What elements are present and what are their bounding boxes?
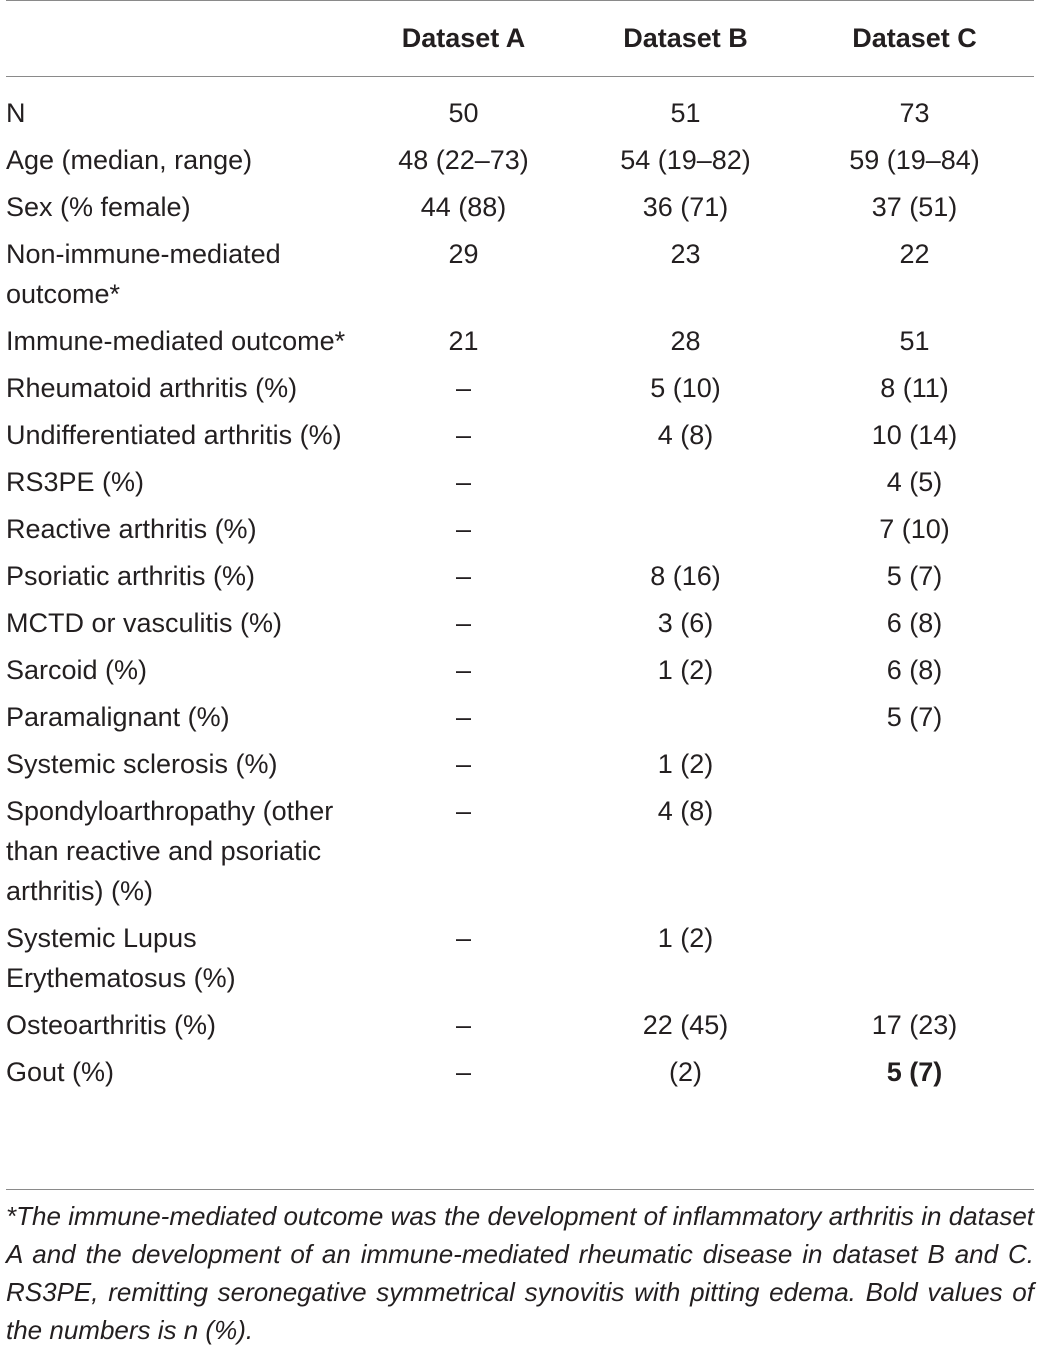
table-row — [6, 227, 1034, 314]
cell-dataset-c — [795, 911, 1034, 998]
header-dataset-b: Dataset B — [576, 0, 795, 77]
header-label-col — [6, 0, 351, 77]
table-row — [6, 998, 1034, 1045]
cell-dataset-b — [576, 502, 795, 549]
table-row — [6, 784, 1034, 911]
cell-dataset-c: 6 (8) — [886, 608, 943, 638]
cell-dataset-a: 44 (88) — [420, 192, 507, 222]
table-row — [6, 314, 1034, 361]
cell-dataset-b: 3 (6) — [657, 608, 714, 638]
row-label: Sex (% female) — [6, 192, 191, 222]
table-row — [6, 737, 1034, 784]
cell-dataset-c: 59 (19–84) — [849, 145, 980, 175]
table-row — [6, 643, 1034, 690]
cell-dataset-a: – — [455, 561, 472, 591]
row-label: Paramalignant (%) — [6, 702, 230, 732]
cell-dataset-a: 29 — [448, 239, 479, 269]
cell-dataset-a: – — [455, 467, 472, 497]
cell-dataset-a: – — [455, 655, 472, 685]
row-label: Non-immune-mediated outcome* — [6, 239, 281, 309]
table-row — [6, 1045, 1034, 1108]
cell-dataset-c-bold: 5 (7) — [886, 1057, 943, 1087]
cell-dataset-b: 36 (71) — [642, 192, 729, 222]
cell-dataset-c: 73 — [899, 98, 930, 128]
top-rule — [6, 0, 1034, 1]
cell-dataset-c: 22 — [899, 239, 930, 269]
cell-dataset-b: 22 (45) — [642, 1010, 729, 1040]
footnote-divider — [6, 1189, 1034, 1190]
cell-dataset-b — [576, 690, 795, 737]
cell-dataset-a: – — [455, 702, 472, 732]
row-label: Spondyloarthropathy (other than reactive and psoriatic arthritis) (%) — [6, 796, 334, 906]
cell-dataset-c: 51 — [899, 326, 930, 356]
row-label: Osteoarthritis (%) — [6, 1010, 217, 1040]
cell-dataset-a: – — [455, 514, 472, 544]
row-label: Age (median, range) — [6, 145, 253, 175]
cell-dataset-c: 8 (11) — [880, 373, 949, 403]
cell-dataset-b: 51 — [670, 98, 701, 128]
cell-dataset-c: 4 (5) — [886, 467, 943, 497]
cell-dataset-c: 7 (10) — [879, 514, 950, 544]
row-label: Psoriatic arthritis (%) — [6, 561, 256, 591]
table-row — [6, 455, 1034, 502]
cell-dataset-b: 4 (8) — [657, 796, 714, 826]
cell-dataset-b: 4 (8) — [657, 420, 714, 450]
cell-dataset-c: 37 (51) — [871, 192, 958, 222]
cell-dataset-a: – — [455, 1010, 472, 1040]
cell-dataset-c — [795, 784, 1034, 911]
table-row — [6, 408, 1034, 455]
cell-dataset-b: 28 — [670, 326, 701, 356]
cell-dataset-a: – — [455, 420, 472, 450]
row-label: Systemic sclerosis (%) — [6, 749, 278, 779]
cell-dataset-a: 21 — [448, 326, 479, 356]
table-row — [6, 690, 1034, 737]
row-label: Reactive arthritis (%) — [6, 514, 257, 544]
table-row — [6, 77, 1034, 134]
cell-dataset-b — [576, 455, 795, 502]
row-label: MCTD or vasculitis (%) — [6, 608, 283, 638]
cell-dataset-b: 1 (2) — [657, 655, 714, 685]
row-label: RS3PE (%) — [6, 467, 145, 497]
cell-dataset-c: 17 (23) — [871, 1010, 958, 1040]
row-label: Sarcoid (%) — [6, 655, 148, 685]
cell-dataset-a: – — [455, 796, 472, 826]
table-row — [6, 133, 1034, 180]
table-row — [6, 549, 1034, 596]
row-label: Immune-mediated outcome* — [6, 326, 346, 356]
table-row — [6, 911, 1034, 998]
row-label: Undifferentiated arthritis (%) — [6, 420, 342, 450]
table-row — [6, 361, 1034, 408]
row-label: N — [6, 98, 26, 128]
cell-dataset-b: 8 (16) — [650, 561, 721, 591]
cell-dataset-a: – — [455, 749, 472, 779]
row-label: Gout (%) — [6, 1057, 115, 1087]
table-row — [6, 596, 1034, 643]
cell-dataset-a: – — [455, 373, 472, 403]
cell-dataset-a: 48 (22–73) — [398, 145, 529, 175]
cell-dataset-c — [795, 737, 1034, 784]
cell-dataset-c: 5 (7) — [886, 561, 943, 591]
cell-dataset-a: 50 — [448, 98, 479, 128]
cell-dataset-b: 23 — [670, 239, 701, 269]
cell-dataset-a: – — [455, 1057, 472, 1087]
cell-dataset-b: 5 (10) — [650, 373, 721, 403]
cell-dataset-b: 1 (2) — [657, 923, 714, 953]
cell-dataset-c: 5 (7) — [886, 702, 943, 732]
cell-dataset-b: (2) — [669, 1057, 702, 1087]
cell-dataset-b: 1 (2) — [657, 749, 714, 779]
cell-dataset-c: 10 (14) — [871, 420, 958, 450]
cell-dataset-a: – — [455, 608, 472, 638]
table-row — [6, 502, 1034, 549]
cell-dataset-b: 54 (19–82) — [620, 145, 751, 175]
row-label: Rheumatoid arthritis (%) — [6, 373, 298, 403]
data-table — [6, 0, 1034, 1108]
row-label: Systemic Lupus Erythematosus (%) — [6, 923, 236, 993]
table-row — [6, 180, 1034, 227]
header-row — [6, 0, 1034, 77]
header-dataset-a: Dataset A — [351, 0, 576, 77]
cell-dataset-a: – — [455, 923, 472, 953]
table-footnote: *The immune-mediated outcome was the development of inflammatory arthritis in dataset A and the development of an immune-mediated rheumatic disease in dataset B and C. RS3PE, remitting seronegative symmetrical synovitis with pitting edema. Bold values of the numbers is n (%). — [6, 1201, 1034, 1345]
cell-dataset-c: 6 (8) — [886, 655, 943, 685]
header-dataset-c: Dataset C — [795, 0, 1034, 77]
